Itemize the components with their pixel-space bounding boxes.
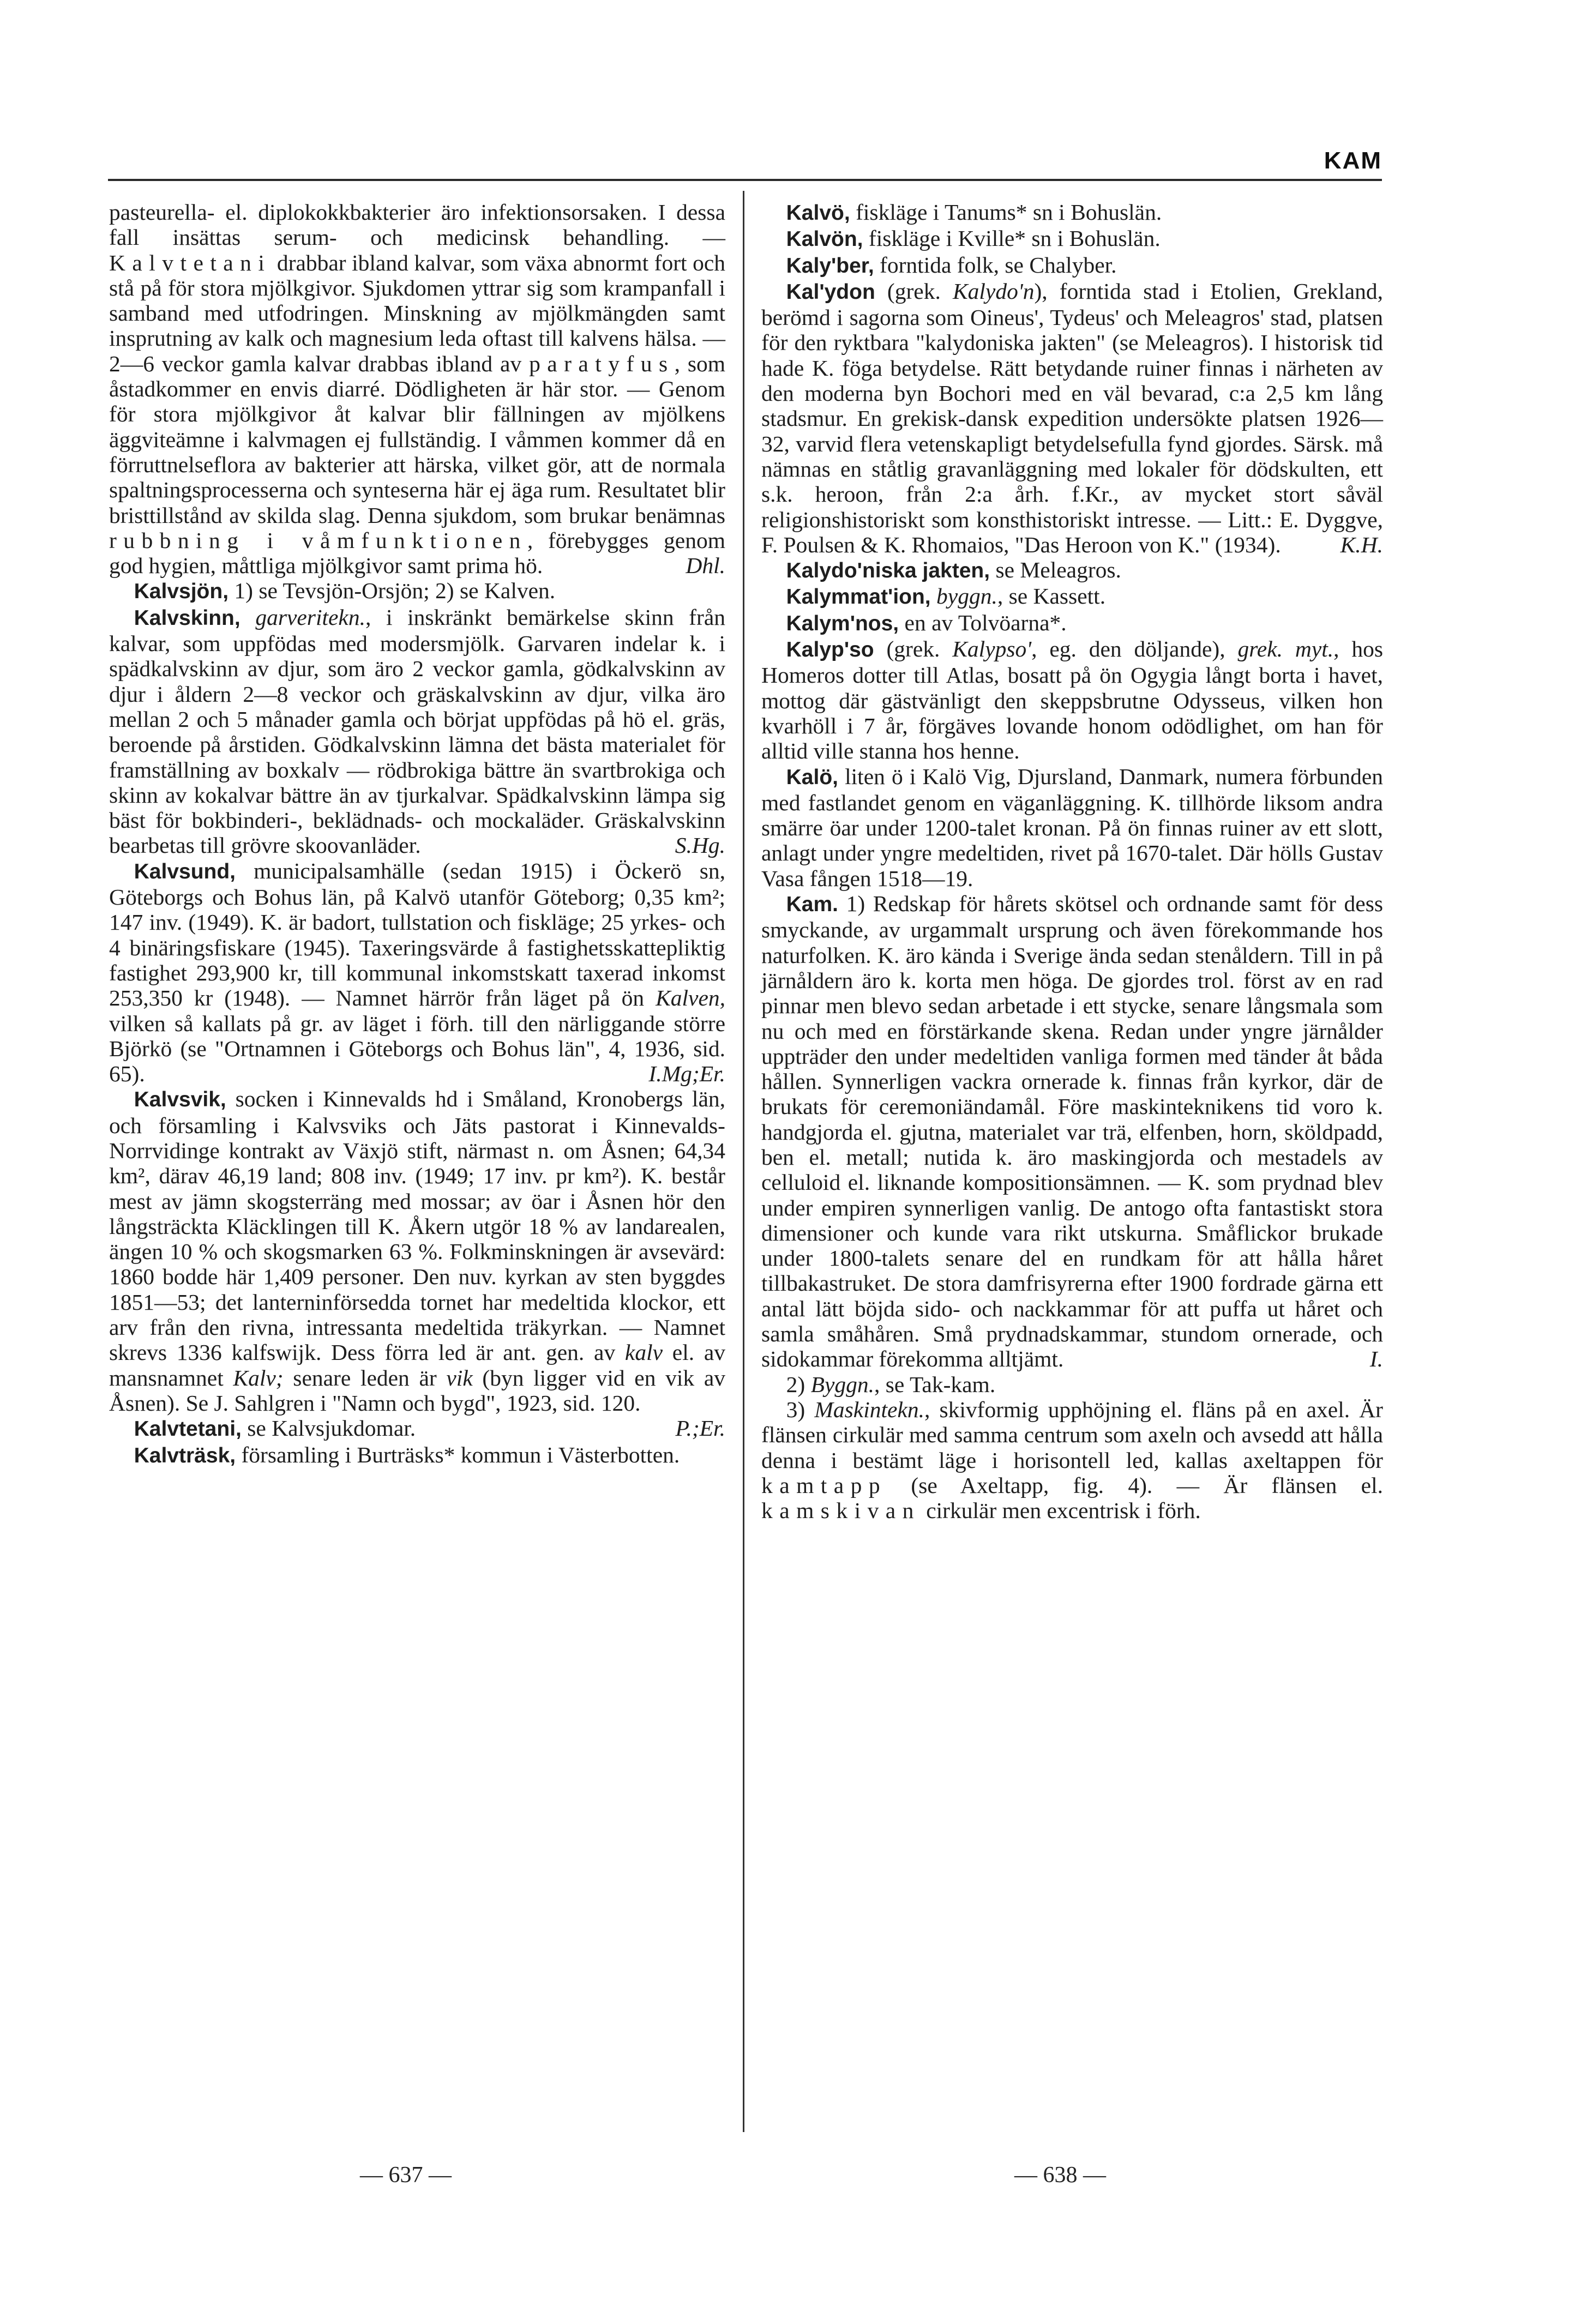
- author-signature: K.H.: [1340, 532, 1383, 557]
- headword: Kalvsjön,: [134, 580, 229, 604]
- headword: Kalymmat'ion,: [786, 585, 931, 609]
- spaced-term-kamskivan: kamskivan: [761, 1498, 921, 1524]
- entry-kam: Kam. 1) Redskap för hårets skötsel och ordnande samt för dess smyckande, av urgammalt ursprung och även förekommande hos naturfolken. K. äro kända i Sverige ända sedan stenåldern. Till in på järnåldern äro k. korta men höga. De gjordes trol. först av en rad pinnar men blevo sedan arbetade i ett stycke, senare långsmala som nu och med en förstärkande skena. Redan under yngre järnålder uppträder den under medeltiden vanliga formen med tänder åt båda hållen. Synnerligen vackra ornerade k. finnas från kyrkor, där de brukats för ceremoniändamål. Före maskinteknikens tid voro k. handgjorda el. gjutna, materialet var trä, elfenben, horn, sköldpadd, ben el. metall; nutida k. äro maskingjorda och mestadels av celluloid el. liknande kompositionsämnen. — K. som prydnad blev under empiren synnerligen vanlig. De antogo ofta fantastiskt stora dimensioner och kunde vara rikt utskurna. Småflickor brukade under 1800-talets senare del en rundkam för att hålla håret tillbakastruket. De stora damfrisyrerna efter 1900 fordrade gärna ett antal lätt böjda sido- och nackkammar för att puffa ut håret och samla småhåren. Små prydnadskammar, stundom ornerade, och sidokammar förekomma alltjämt. I.: [761, 891, 1383, 1372]
- headword: Kalym'nos,: [786, 611, 899, 635]
- headword: Kalvö,: [786, 201, 850, 225]
- entry-kam-2: 2) Byggn., se Tak-kam.: [786, 1371, 996, 1397]
- headword: Kalyp'so: [786, 638, 874, 662]
- author-signature: I.: [1369, 1346, 1383, 1372]
- right-column: [761, 200, 1383, 1523]
- headword: Kam.: [786, 893, 839, 917]
- entry-kalvon: Kalvön, fiskläge i Kville* sn i Bohuslän.: [786, 226, 1161, 251]
- author-signature: Dhl.: [686, 553, 725, 579]
- headword: Kaly'ber,: [786, 254, 874, 278]
- entry-kalvtrask: Kalvträsk, församling i Burträsks* kommun i Västerbotten.: [134, 1442, 680, 1467]
- spaced-term-paratyfus: paratyfus: [529, 351, 675, 376]
- spaced-term-rubbning: rubbning i våmfunktionen: [109, 527, 527, 553]
- headword: Kal'ydon: [786, 280, 875, 304]
- headword: Kalvtetani,: [134, 1417, 242, 1441]
- entry-kalvo: Kalvö, fiskläge i Tanums* sn i Bohuslän.: [786, 200, 1162, 225]
- entry-kalydon: Kal'ydon (grek. Kalydo'n), forntida stad i Etolien, Grekland, berömd i sagorna som Oineus', Tydeus' och Meleagros' stad, platsen för den ryktbara "kalydoniska jakten" (se Meleagros). I historisk tid hade K. föga betydelse. Rätt betydande ruiner finnas i närheten av den moderna byn Bochori med en väl bevarad, c:a 2,5 km lång stadsmur. En grekisk-dansk expedition undersökte platsen 1926—32, varvid flera vetenskapligt betydelsefulla fynd gjordes. Särsk. må nämnas en ståtlig gravanläggning med lokaler för dödskulten, ett s.k. heroon, från 2:a årh. f.Kr., av mycket stort såväl religionshistoriskt som konsthistoriskt intresse. — Litt.: E. Dyggve, F. Poulsen & K. Rhomaios, "Das Heroon von K." (1934). K.H.: [761, 278, 1383, 557]
- headword: Kalydo'niska jakten,: [786, 559, 990, 583]
- headword: Kalvsvik,: [134, 1088, 226, 1112]
- entry-kalypso: Kalyp'so (grek. Kalypso', eg. den döljande), grek. myt., hos Homeros dotter till Atlas, bosatt på ön Ogygia långt borta i havet, mottog där gästvänligt den skeppsbrutne Odysseus, vilken hon kvarhöll i 7 år, förgäves lovande honom odödlighet, om han för alltid ville stanna hos henne.: [761, 636, 1383, 764]
- running-head: KAM: [1324, 147, 1382, 174]
- author-signature: P.;Er.: [675, 1416, 725, 1441]
- column-divider: [743, 191, 744, 2132]
- entry-kalvsjon: Kalvsjön, 1) se Tevsjön-Orsjön; 2) se Kalven.: [134, 578, 556, 604]
- left-column: [109, 200, 725, 1468]
- entry-kalvtetani: Kalvtetani, se Kalvsjukdomar.: [134, 1416, 416, 1441]
- page-number-right: — 638 —: [1014, 2163, 1106, 2188]
- entry-kalo: Kalö, liten ö i Kalö Vig, Djursland, Danmark, numera förbunden med fastlandet genom en väganläggning. K. tillhörde liksom andra smärre öar under 1200-talet kronan. På ön finnas ruiner av ett slott, anlagt under yngre medeltiden, rivet på 1670-talet. Där hölls Gustav Vasa fången 1518—19.: [761, 763, 1383, 891]
- entry-kalymnos: Kalym'nos, en av Tolvöarna*.: [786, 610, 1067, 635]
- domain-label: byggn.: [936, 583, 997, 609]
- entry-kam-3: 3) Maskintekn., skivformig upphöjning el. fläns på en axel. Är flänsen cirkulär med samma centrum som axeln och avsedd att hålla denna i bestämt läge i horisontell led, kallas axeltappen för kamtapp (se Axeltapp, fig. 4). — Är flänsen el. kamskivan cirkulär men excentrisk i förh.: [761, 1396, 1384, 1524]
- entry-kalyber: Kaly'ber, forntida folk, se Chalyber.: [786, 252, 1117, 278]
- author-signature: I.Mg;Er.: [648, 1061, 725, 1087]
- headword: Kalvskinn,: [134, 606, 241, 630]
- entry-kalvsjukdomar-continued: pasteurella- el. diplokokkbakterier äro infektionsorsaken. I dessa fall insättas serum- och medicinsk behandling. — Kalvtetani drabbar ibland kalvar, som växa abnormt fort och stå på för stora mjölkgivor. Sjukdomen yttrar sig som krampanfall i samband med utfodringen. Minskning av mjölkmängden samt insprutning av kalk och magnesium leda oftast till kalvens hälsa. — 2—6 veckor gamla kalvar drabbas ibland av paratyfus, som åstadkommer en envis diarré. Dödligheten är här stor. — Genom för stora mjölkgivor åt kalvar blir fällningen av mjölkens äggviteämne i kalvmagen ej fullständig. I våmmen kommer då en förruttnelseflora av bakterier att härska, vilket gör, att de normala spaltningsprocesserna och synteserna här ej äga rum. Resultatet blir bristtillstånd av skilda slag. Denna sjukdom, som brukar benämnas rubbning i våmfunktionen, förebygges genom god hygien, måttliga mjölkgivor samt prima hö. Dhl.: [109, 200, 725, 579]
- headword: Kalvträsk,: [134, 1443, 236, 1467]
- entry-kalydoniska-jakten: Kalydo'niska jakten, se Meleagros.: [786, 557, 1121, 583]
- spaced-term-kalvtetani: Kalvtetani: [109, 250, 272, 275]
- headword: Kalvsund,: [134, 859, 236, 883]
- spaced-term-kamtapp: kamtapp: [761, 1472, 887, 1498]
- page-number-left: — 637 —: [360, 2163, 452, 2188]
- author-signature: S.Hg.: [675, 833, 725, 858]
- entry-kalymmation: Kalymmat'ion, byggn., se Kassett.: [786, 583, 1106, 609]
- entry-kalvsund: Kalvsund, municipalsamhälle (sedan 1915) i Öckerö sn, Göteborgs och Bohus län, på Kalvö utanför Göteborg; 0,35 km²; 147 inv. (1949). K. är badort, tullstation och fiskläge; 25 yrkes- och 4 binäringsfiskare (1945). Taxeringsvärde å fastighetsskattepliktig fastighet 293,900 kr, till kommunal inkomstskatt taxerad inkomst 253,350 kr (1948). — Namnet härrör från läget på ön Kalven, vilken så kallats på gr. av läget i förh. till den närliggande större Björkö (se "Ortnamnen i Göteborgs och Bohus län", 4, 1936, sid. 65). I.Mg;Er.: [109, 858, 725, 1087]
- domain-label: garveritekn.: [255, 604, 365, 630]
- headword: Kalvön,: [786, 227, 863, 251]
- entry-kalvskinn: Kalvskinn, garveritekn., i inskränkt bemärkelse skinn från kalvar, som uppfödas med modersmjölk. Garvaren indelar k. i spädkalvskinn av djur, som äro 2 veckor gamla, gödkalvskinn av djur i åldern 2—8 veckor och gräskalvskinn av djur, vilka äro mellan 2 och 5 månader gamla och börjat uppfödas på hö el. gräs, beroende på årstiden. Gödkalvskinn lämna det bästa materialet för framställning av boxkalv — rödbrokiga bättre än svartbrokiga och skinn av kokalvar bättre än av tjurkalvar. Spädkalvskinn lämpa sig bäst för bokbinderi-, beklädnads- och mockaläder. Gräskalvskinn bearbetas till grövre skoovanläder. S.Hg.: [109, 604, 725, 858]
- entry-kalvsvik: Kalvsvik, socken i Kinnevalds hd i Småland, Kronobergs län, och församling i Kalvsviks och Jäts pastorat i Kinnevalds-Norrvidinge kontrakt av Växjö stift, närmast n. om Åsnen; 64,34 km², därav 46,19 land; 808 inv. (1949; 17 inv. pr km²). K. består mest av jämn skogsterräng med mossar; av öar i Åsnen hör den långsträckta Kläcklingen till K. Åkern utgör 18 % av landarealen, ängen 10 % och skogsmarken 63 %. Folkminskningen är avsevärd: 1860 bodde här 1,409 personer. Den nuv. kyrkan av sten byggdes 1851—53; det lanterninförsedda tornet har medeltida klockor, ett arv från den rivna, intressanta medeltida träkyrkan. — Namnet skrevs 1336 kalfswijk. Dess förra led är ant. gen. av kalv el. av mansnamnet Kalv; senare leden är vik (byn ligger vid en vik av Åsnen). Se J. Sahlgren i "Namn och bygd", 1923, sid. 120. P.;Er.: [109, 1086, 725, 1441]
- header-rule: [108, 179, 1382, 181]
- headword: Kalö,: [786, 765, 838, 789]
